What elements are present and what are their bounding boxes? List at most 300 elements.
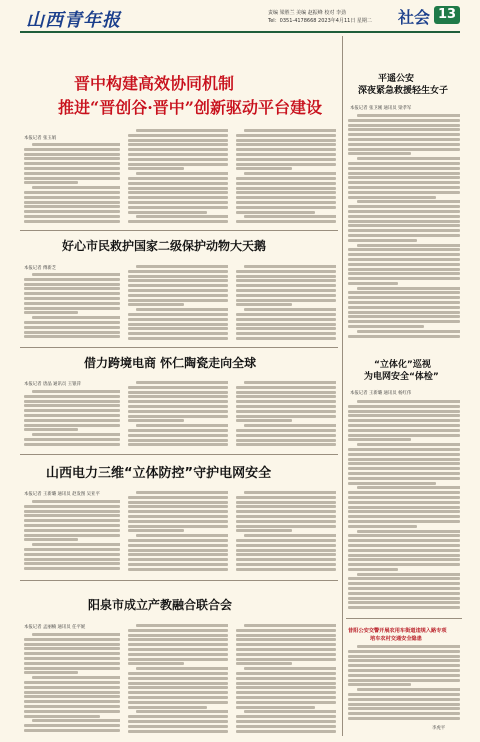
body-text-line <box>348 717 460 720</box>
body-text-line <box>236 187 336 190</box>
body-text-line <box>236 715 336 718</box>
body-text-line <box>348 419 460 422</box>
story2-bottom-rule <box>20 347 338 348</box>
body-text-line <box>128 434 228 437</box>
body-text-line <box>244 129 336 132</box>
body-text-line <box>24 691 120 694</box>
body-text-line <box>128 332 228 335</box>
body-text-line <box>348 258 460 261</box>
body-text-line <box>128 720 228 723</box>
body-text-line <box>348 558 460 561</box>
body-text-line <box>24 710 120 713</box>
body-text-line <box>348 152 411 155</box>
body-text-line <box>128 395 228 398</box>
body-text-line <box>128 191 228 194</box>
body-text-line <box>236 429 336 432</box>
masthead <box>0 0 480 40</box>
body-text-line <box>348 220 460 223</box>
body-text-line <box>348 434 460 437</box>
body-text-line <box>236 505 336 508</box>
body-text-line <box>348 597 460 600</box>
body-text-line <box>128 725 228 728</box>
body-text-line <box>236 515 336 518</box>
body-text-line <box>128 510 228 513</box>
body-text-line <box>348 506 460 509</box>
body-text-line <box>357 645 460 648</box>
body-text-line <box>136 129 228 132</box>
body-text-line <box>236 153 336 156</box>
body-text-line <box>128 270 228 273</box>
body-text-line <box>357 114 460 117</box>
body-text-line <box>348 515 460 518</box>
body-text-line <box>236 391 336 394</box>
body-text-line <box>128 520 228 523</box>
body-text-line <box>32 633 120 636</box>
body-text-line <box>128 410 228 413</box>
boxed-title-line2: 培车农村交通安全隐患 <box>370 636 422 642</box>
body-text-line <box>348 138 460 141</box>
body-text-line <box>357 400 460 403</box>
body-text-line <box>348 263 460 266</box>
body-text-line <box>128 318 228 321</box>
body-text-line <box>236 318 336 321</box>
body-text-line <box>357 443 460 446</box>
body-text-line <box>24 643 120 646</box>
body-text-line <box>32 186 120 189</box>
body-text-line <box>136 667 228 670</box>
body-text-line <box>24 567 120 570</box>
body-text-line <box>24 292 120 295</box>
body-text-line <box>236 558 336 561</box>
body-text-line <box>348 172 460 175</box>
body-text-line <box>128 158 228 161</box>
body-text-line <box>128 544 228 547</box>
body-text-line <box>24 638 120 641</box>
body-text-line <box>136 424 228 427</box>
body-text-line <box>24 205 120 208</box>
body-text-line <box>128 148 228 151</box>
story5-body-col1 <box>24 633 120 735</box>
body-text-line <box>348 277 460 280</box>
body-text-line <box>348 301 460 304</box>
body-text-line <box>236 549 336 552</box>
story4-title: 山西电力三维“立体防控”守护电网安全 <box>46 466 272 481</box>
body-text-line <box>348 501 460 504</box>
body-text-line <box>236 662 292 665</box>
body-text-line <box>348 472 460 475</box>
body-text-line <box>357 287 460 290</box>
body-text-line <box>128 139 228 142</box>
body-text-line <box>24 167 120 170</box>
body-text-line <box>128 327 228 330</box>
body-text-line <box>348 306 460 309</box>
body-text-line <box>24 172 120 175</box>
body-text-line <box>357 200 460 203</box>
body-text-line <box>24 283 120 286</box>
body-text-line <box>236 270 336 273</box>
body-text-line <box>24 657 120 660</box>
body-text-line <box>348 563 460 566</box>
body-text-line <box>236 279 336 282</box>
body-text-line <box>24 400 120 403</box>
body-text-line <box>236 686 336 689</box>
body-text-line <box>348 128 460 131</box>
body-text-line <box>128 386 228 389</box>
masthead-logo: 山西青年报 <box>26 10 121 31</box>
body-text-line <box>236 167 292 170</box>
body-text-line <box>24 705 120 708</box>
body-text-line <box>136 215 228 218</box>
body-text-line <box>32 676 120 679</box>
body-text-line <box>236 327 336 330</box>
body-text-line <box>24 729 120 732</box>
body-text-line <box>236 294 336 297</box>
body-text-line <box>128 275 228 278</box>
body-text-line <box>24 505 120 508</box>
body-text-line <box>24 443 120 446</box>
body-text-line <box>348 320 460 323</box>
body-text-line <box>24 558 120 561</box>
body-text-line <box>236 677 336 680</box>
body-text-line <box>348 712 460 715</box>
body-text-line <box>24 220 120 223</box>
body-text-line <box>128 658 228 661</box>
body-text-line <box>236 313 336 316</box>
body-text-line <box>348 248 460 251</box>
body-text-line <box>128 206 228 209</box>
body-text-line <box>128 496 228 499</box>
body-text-line <box>236 525 336 528</box>
body-text-line <box>24 331 120 334</box>
story5-body-col3 <box>236 624 336 735</box>
body-text-line <box>128 419 184 422</box>
body-text-line <box>348 496 460 499</box>
boxed-title-line1: 昔阳公安交警开展农用车街道违规入路专项 <box>348 628 447 634</box>
body-text-line <box>128 177 228 180</box>
body-text-line <box>348 453 460 456</box>
body-text-line <box>348 477 460 480</box>
body-text-line <box>357 486 460 489</box>
body-text-line <box>357 530 460 533</box>
story2-body-col2 <box>128 265 228 343</box>
body-text-line <box>128 672 228 675</box>
body-text-line <box>348 410 460 413</box>
body-text-line <box>236 410 336 413</box>
body-text-line <box>24 548 120 551</box>
body-text-line <box>236 191 336 194</box>
boxed-author: 李虎平 <box>432 726 446 731</box>
body-text-line <box>236 201 336 204</box>
body-text-line <box>236 443 336 446</box>
body-text-line <box>128 279 228 282</box>
body-text-line <box>128 391 228 394</box>
body-text-line <box>24 157 120 160</box>
body-text-line <box>24 297 120 300</box>
body-text-line <box>348 669 460 672</box>
body-text-line <box>348 282 398 285</box>
body-text-line <box>348 253 460 256</box>
body-text-line <box>236 682 336 685</box>
body-text-line <box>348 482 436 485</box>
body-text-line <box>348 592 460 595</box>
body-text-line <box>128 558 228 561</box>
body-text-line <box>24 519 120 522</box>
body-text-line <box>136 491 228 494</box>
body-text-line <box>24 153 120 156</box>
body-text-line <box>236 439 336 442</box>
body-text-line <box>348 315 460 318</box>
body-text-line <box>348 467 460 470</box>
body-text-line <box>32 316 120 319</box>
body-text-line <box>348 148 460 151</box>
body-text-line <box>128 691 228 694</box>
body-text-line <box>348 162 460 165</box>
body-text-line <box>348 186 460 189</box>
body-text-line <box>236 634 336 637</box>
body-text-line <box>32 543 120 546</box>
body-text-line <box>244 308 336 311</box>
body-text-line <box>348 525 417 528</box>
body-text-line <box>357 688 460 691</box>
body-text-line <box>24 162 120 165</box>
body-text-line <box>128 634 228 637</box>
body-text-line <box>348 143 460 146</box>
body-text-line <box>348 693 460 696</box>
body-text-line <box>24 438 120 441</box>
body-text-line <box>128 143 228 146</box>
body-text-line <box>348 224 460 227</box>
body-text-line <box>24 278 120 281</box>
body-text-line <box>128 505 228 508</box>
body-text-line <box>24 562 120 565</box>
body-text-line <box>128 563 228 566</box>
body-text-line <box>24 215 120 218</box>
body-text-line <box>128 289 228 292</box>
story4-body-col3 <box>236 491 336 576</box>
body-text-line <box>348 272 460 275</box>
body-text-line <box>236 163 336 166</box>
body-text-line <box>128 525 228 528</box>
body-text-line <box>244 491 336 494</box>
body-text-line <box>348 544 460 547</box>
body-text-line <box>24 647 120 650</box>
body-text-line <box>128 187 228 190</box>
body-text-line <box>128 211 207 214</box>
body-text-line <box>236 419 292 422</box>
body-text-line <box>24 409 120 412</box>
body-text-line <box>236 134 336 137</box>
body-text-line <box>24 724 120 727</box>
body-text-line <box>24 538 78 541</box>
body-text-line <box>128 303 184 306</box>
body-text-line <box>236 211 315 214</box>
body-text-line <box>128 539 228 542</box>
body-text-line <box>236 386 336 389</box>
body-text-line <box>348 703 460 706</box>
body-text-line <box>32 719 120 722</box>
body-text-line <box>244 534 336 537</box>
story4-bottom-rule <box>20 580 338 581</box>
body-text-line <box>236 696 336 699</box>
story2-body-col1 <box>24 273 120 343</box>
body-text-line <box>128 549 228 552</box>
right-mid-headline-line1: “立体化”巡视 <box>374 360 431 370</box>
body-text-line <box>24 424 120 427</box>
body-text-line <box>236 299 336 302</box>
body-text-line <box>128 629 228 632</box>
body-text-line <box>348 587 460 590</box>
lead-title-line2: 推进“晋创谷·晋中”创新驱动平台建设 <box>58 98 322 117</box>
body-text-line <box>24 428 78 431</box>
boxed-story <box>346 618 462 737</box>
body-text-line <box>348 429 460 432</box>
body-text-line <box>357 244 460 247</box>
body-text-line <box>348 176 460 179</box>
body-text-line <box>128 220 228 223</box>
body-text-line <box>236 510 336 513</box>
body-text-line <box>348 268 460 271</box>
body-text-line <box>128 400 228 403</box>
body-text-line <box>24 177 120 180</box>
body-text-line <box>348 448 460 451</box>
story5-title: 阳泉市成立产教融合联合会 <box>88 598 233 612</box>
body-text-line <box>236 648 336 651</box>
body-text-line <box>128 662 184 665</box>
body-text-line <box>236 337 336 340</box>
body-text-line <box>24 510 120 513</box>
body-text-line <box>128 415 228 418</box>
body-text-line <box>128 715 228 718</box>
body-text-line <box>24 652 120 655</box>
body-text-line <box>244 624 336 627</box>
body-text-line <box>136 308 228 311</box>
body-text-line <box>24 335 120 338</box>
body-text-line <box>348 124 460 127</box>
body-text-line <box>244 710 336 713</box>
body-text-line <box>128 706 207 709</box>
body-text-line <box>236 177 336 180</box>
body-text-line <box>348 414 460 417</box>
body-text-line <box>348 196 436 199</box>
body-text-line <box>236 289 336 292</box>
lead-title-line1: 晋中构建高效协同机制 <box>74 74 235 93</box>
body-text-line <box>24 553 120 556</box>
body-text-line <box>236 148 336 151</box>
body-text-line <box>236 701 336 704</box>
body-text-line <box>236 568 336 571</box>
body-text-line <box>24 307 120 310</box>
masthead-rule <box>20 31 460 33</box>
body-text-line <box>136 710 228 713</box>
body-text-line <box>348 133 460 136</box>
body-text-line <box>348 229 460 232</box>
body-text-line <box>24 181 78 184</box>
story3-bottom-rule <box>20 454 338 455</box>
body-text-line <box>244 172 336 175</box>
body-text-line <box>348 520 460 523</box>
body-text-line <box>136 265 228 268</box>
body-text-line <box>128 638 228 641</box>
body-text-line <box>24 395 120 398</box>
body-text-line <box>348 510 460 513</box>
body-text-line <box>348 438 411 441</box>
body-text-line <box>348 539 460 542</box>
body-text-line <box>236 539 336 542</box>
body-text-line <box>24 529 120 532</box>
body-text-line <box>128 405 228 408</box>
body-text-line <box>236 284 336 287</box>
body-text-line <box>24 700 120 703</box>
body-text-line <box>24 662 120 665</box>
body-text-line <box>24 201 120 204</box>
lead-body-col1 <box>24 143 120 225</box>
body-text-line <box>348 568 398 571</box>
body-text-line <box>348 606 460 609</box>
body-text-line <box>24 514 120 517</box>
body-text-line <box>24 686 120 689</box>
story4-body-col2 <box>128 491 228 576</box>
story3-body-col2 <box>128 381 228 450</box>
body-text-line <box>128 182 228 185</box>
body-text-line <box>24 667 120 670</box>
body-text-line <box>348 234 460 237</box>
body-text-line <box>348 549 460 552</box>
body-text-line <box>348 534 460 537</box>
body-text-line <box>348 679 460 682</box>
body-text-line <box>348 405 460 408</box>
body-text-line <box>128 696 228 699</box>
body-text-line <box>128 167 184 170</box>
lead-byline: 本报记者 张玉娟 <box>24 136 57 141</box>
body-text-line <box>128 153 228 156</box>
body-text-line <box>348 119 460 122</box>
body-text-line <box>348 205 460 208</box>
right-mid-headline-line2: 为电网安全“体检” <box>364 372 439 382</box>
body-text-line <box>348 167 460 170</box>
body-text-line <box>236 643 336 646</box>
body-text-line <box>348 582 460 585</box>
body-text-line <box>348 601 460 604</box>
body-text-line <box>24 524 120 527</box>
body-text-line <box>348 191 460 194</box>
body-text-line <box>236 415 336 418</box>
body-text-line <box>24 302 120 305</box>
body-text-line <box>236 730 336 733</box>
body-text-line <box>236 139 336 142</box>
body-text-line <box>128 682 228 685</box>
story2-byline: 本报记者 傅新芝 <box>24 266 57 271</box>
body-text-line <box>24 148 120 151</box>
body-text-line <box>236 725 336 728</box>
body-text-line <box>24 414 120 417</box>
right-top-body <box>348 114 460 342</box>
body-text-line <box>236 563 336 566</box>
body-text-line <box>348 491 460 494</box>
right-top-headline-line2: 深夜紧急救援轻生女子 <box>358 86 449 96</box>
body-text-line <box>236 520 336 523</box>
body-text-line <box>357 157 460 160</box>
body-text-line <box>24 191 120 194</box>
body-text-line <box>128 653 228 656</box>
body-text-line <box>236 638 336 641</box>
body-text-line <box>244 381 336 384</box>
body-text-line <box>236 332 336 335</box>
body-text-line <box>128 443 228 446</box>
body-text-line <box>128 337 228 340</box>
body-text-line <box>348 458 460 461</box>
story2-title: 好心市民救护国家二级保护动物大天鹅 <box>62 239 267 253</box>
body-text-line <box>244 215 336 218</box>
